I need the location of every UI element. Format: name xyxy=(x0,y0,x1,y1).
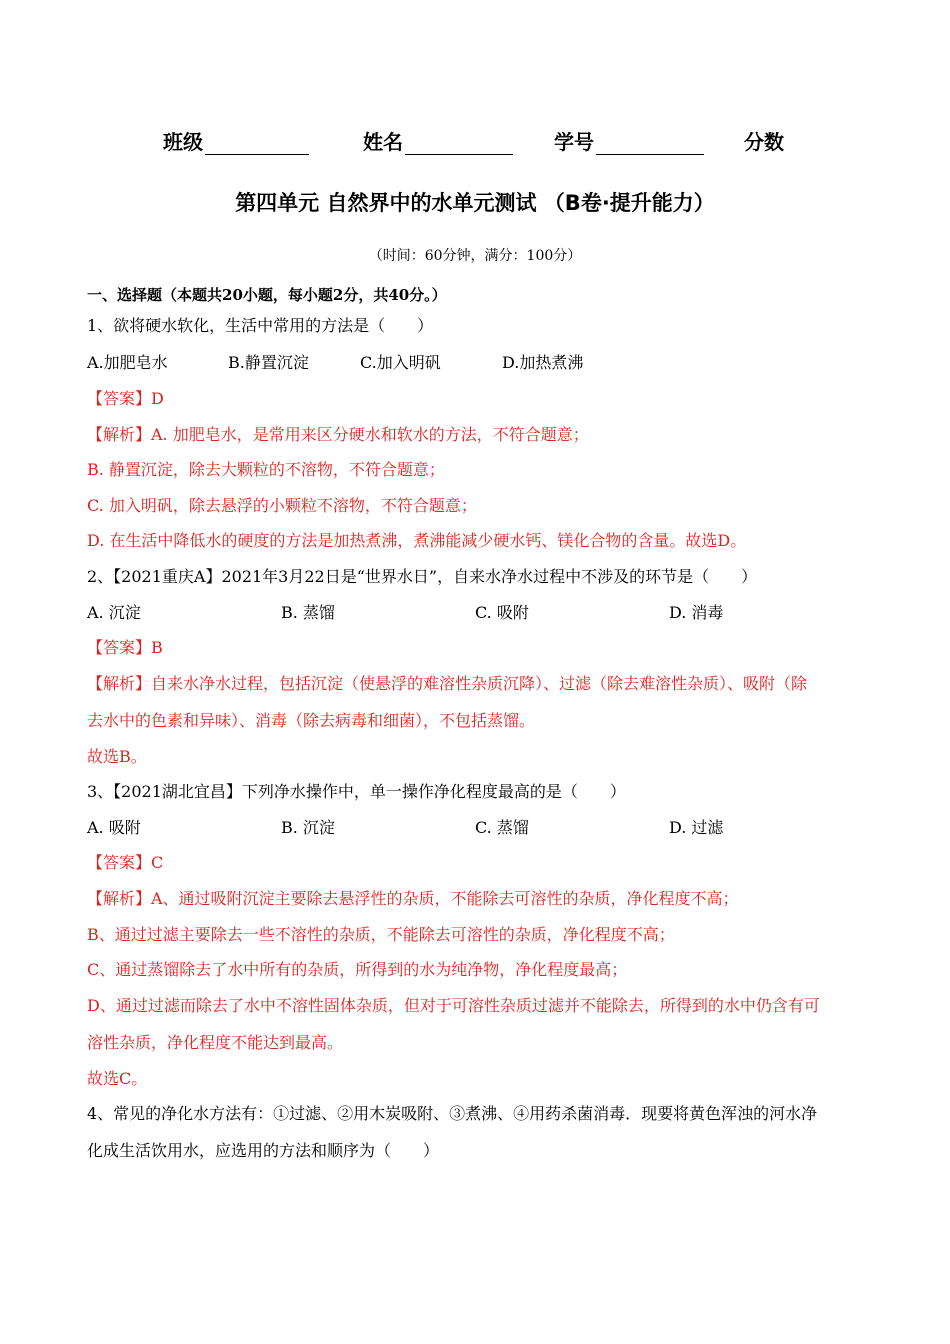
class-label: 班级 xyxy=(163,130,203,154)
question-3-analysis-line: C、通过蒸馏除去了水中所有的杂质，所得到的水为纯净物，净化程度最高； xyxy=(87,960,628,979)
question-1-option-d: D.加热煮沸 xyxy=(502,353,584,372)
question-1-option-a: A.加肥皂水 xyxy=(87,353,168,372)
question-2-option-a: A. 沉淀 xyxy=(87,603,141,622)
question-3-analysis-line: 【解析】A、通过吸附沉淀主要除去悬浮性的杂质，不能除去可溶性的杂质，净化程度不高； xyxy=(87,889,739,908)
question-1-answer: 【答案】D xyxy=(87,389,164,408)
class-field[interactable] xyxy=(163,126,309,155)
question-3-answer: 【答案】C xyxy=(87,853,164,872)
question-2-stem: 2、【2021重庆A】2021年3月22日是“世界水日”，自来水净水过程中不涉及的环节是（ ） xyxy=(87,567,758,586)
question-1-analysis-line: 【解析】A. 加肥皂水，是常用来区分硬水和软水的方法，不符合题意； xyxy=(87,425,589,444)
time-info: （时间：60分钟，满分：100分） xyxy=(368,248,582,264)
question-1-stem: 1、欲将硬水软化，生活中常用的方法是（ ） xyxy=(87,316,434,335)
question-1-option-b: B.静置沉淀 xyxy=(228,353,309,372)
question-1-analysis-line: B. 静置沉淀，除去大颗粒的不溶物，不符合题意； xyxy=(87,460,445,479)
name-label: 姓名 xyxy=(363,130,403,154)
question-3-option-d: D. 过滤 xyxy=(669,818,724,837)
question-3-analysis-line: 溶性杂质，净化程度不能达到最高。 xyxy=(87,1033,344,1052)
question-3-analysis-line: D、通过过滤而除去了水中不溶性固体杂质，但对于可溶性杂质过滤并不能除去，所得到的水中仍含有可 xyxy=(87,996,820,1015)
question-4-stem-line: 4、常见的净化水方法有：①过滤、②用木炭吸附、③煮沸、④用药杀菌消毒．现要将黄色浑浊的河水净 xyxy=(87,1104,818,1123)
question-2-answer: 【答案】B xyxy=(87,638,163,657)
question-1-analysis-line: C. 加入明矾，除去悬浮的小颗粒不溶物，不符合题意； xyxy=(87,496,477,515)
question-2-option-b: B. 蒸馏 xyxy=(281,603,335,622)
section-heading: 一、选择题（本题共20小题，每小题2分，共40分。） xyxy=(87,286,447,304)
question-2-analysis-line: 【解析】自来水净水过程，包括沉淀（使悬浮的难溶性杂质沉降）、过滤（除去难溶性杂质）、吸附（除 xyxy=(87,674,808,693)
question-2-analysis-line: 故选B。 xyxy=(87,747,147,766)
question-3-option-a: A. 吸附 xyxy=(87,818,141,837)
question-2-option-d: D. 消毒 xyxy=(669,603,724,622)
question-2-analysis-line: 去水中的色素和异味）、消毒（除去病毒和细菌），不包括蒸馏。 xyxy=(87,711,536,730)
student-id-field[interactable] xyxy=(554,126,704,155)
question-1-option-c: C.加入明矾 xyxy=(360,353,441,372)
student-id-label: 学号 xyxy=(554,130,594,154)
question-3-option-b: B. 沉淀 xyxy=(281,818,335,837)
score-label: 分数 xyxy=(744,130,784,154)
question-3-analysis-line: 故选C。 xyxy=(87,1069,148,1088)
question-1-analysis-line: D. 在生活中降低水的硬度的方法是加热煮沸，煮沸能减少硬水钙、镁化合物的含量。故选D。 xyxy=(87,531,747,550)
question-3-analysis-line: B、通过过滤主要除去一些不溶性的杂质，不能除去可溶性的杂质，净化程度不高； xyxy=(87,925,675,944)
question-2-option-c: C. 吸附 xyxy=(475,603,529,622)
question-3-stem: 3、【2021湖北宜昌】下列净水操作中，单一操作净化程度最高的是（ ） xyxy=(87,782,626,801)
student-id-blank[interactable] xyxy=(596,134,704,155)
class-blank[interactable] xyxy=(205,134,309,155)
page-title: 第四单元 自然界中的水单元测试 （B卷·提升能力） xyxy=(235,191,715,215)
name-field[interactable] xyxy=(363,126,513,155)
question-3-option-c: C. 蒸馏 xyxy=(475,818,529,837)
name-blank[interactable] xyxy=(405,134,513,155)
question-4-stem-line: 化成生活饮用水，应选用的方法和顺序为（ ） xyxy=(87,1141,440,1160)
